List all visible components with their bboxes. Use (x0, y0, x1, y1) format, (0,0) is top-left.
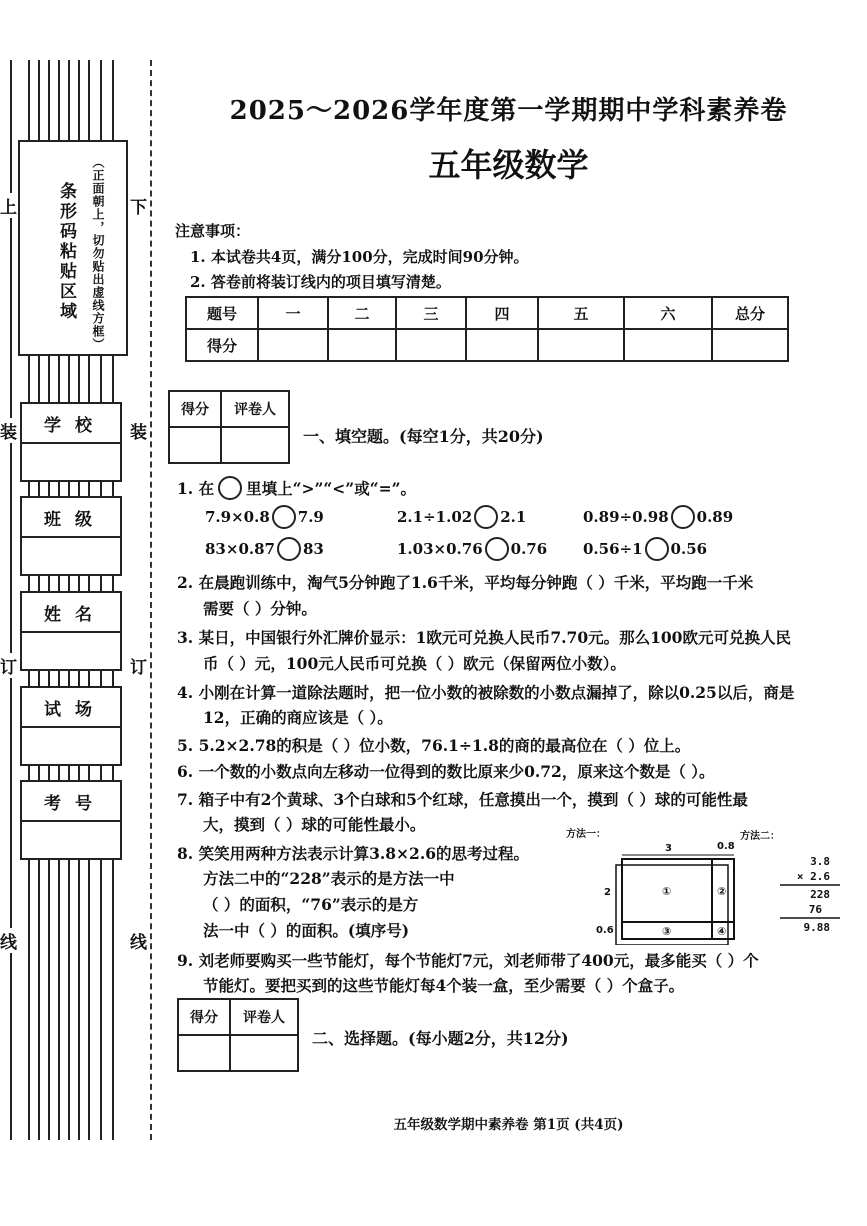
binding-line (10, 60, 12, 1140)
answer-circle[interactable] (272, 505, 296, 529)
question-1 (177, 476, 416, 500)
question-2: 2. 在晨跑训练中，淘气5分钟跑了1.6千米，平均每分钟跑（ ）千米，平均跑一千米 (177, 573, 754, 592)
region-3: ③ (662, 925, 672, 938)
side-char: 装 (0, 418, 17, 443)
table-header: 一 (258, 297, 328, 329)
table-header: 三 (396, 297, 466, 329)
table-header: 六 (624, 297, 712, 329)
compare-right: 7.9 (297, 508, 324, 526)
compare-item (205, 505, 324, 529)
compare-left: 1.03×0.76 (397, 540, 483, 558)
region-1: ① (662, 885, 672, 898)
method2-label: 方法二： (740, 831, 780, 842)
question-8-line: 法一中（ ）的面积。(填序号) (203, 921, 410, 940)
question-6: 6. 一个数的小数点向左移动一位得到的数比原来少0.72，原来这个数是（ ）。 (177, 762, 715, 781)
question-8-line: （ ）的面积，“76”表示的是方 (203, 895, 419, 914)
region-4: ④ (717, 925, 727, 938)
compare-left: 0.56÷1 (583, 540, 643, 558)
answer-circle[interactable] (277, 537, 301, 561)
q1-prefix: 1. 在 (177, 479, 215, 498)
table-header: 四 (466, 297, 538, 329)
score-table (185, 296, 789, 362)
field-label: 班级 (22, 498, 120, 538)
question-7: 7. 箱子中有2个黄球、3个白球和5个红球，任意摸出一个，摸到（ ）球的可能性最 (177, 790, 748, 809)
table-header: 总分 (712, 297, 788, 329)
compare-left: 0.89÷0.98 (583, 508, 669, 526)
side-char: 下 (130, 193, 147, 218)
compare-left: 83×0.87 (205, 540, 275, 558)
side-char: 装 (130, 418, 147, 443)
field-label: 学校 (22, 404, 120, 444)
answer-circle[interactable] (474, 505, 498, 529)
question-8-line: 方法二中的“228”表示的是方法一中 (203, 869, 455, 888)
answer-circle[interactable] (485, 537, 509, 561)
compare-right: 0.76 (510, 540, 548, 558)
question-7-cont: 大，摸到（ ）球的可能性最小。 (203, 815, 426, 834)
exam-room-field[interactable] (20, 686, 122, 766)
side-char: 订 (130, 653, 147, 678)
compare-item (583, 505, 733, 529)
question-9: 9. 刘老师要购买一些节能灯，每个节能灯7元，刘老师带了400元，最多能买（ ）个 (177, 951, 759, 970)
q1-suffix: 里填上“>”“<”或“=”。 (246, 479, 417, 498)
q8-figure (560, 825, 860, 945)
field-label: 试场 (22, 688, 120, 728)
answer-circle[interactable] (645, 537, 669, 561)
score-cell[interactable] (396, 329, 466, 361)
note-item: 1. 本试卷共4页，满分100分，完成时间90分钟。 (190, 248, 529, 266)
question-3: 3. 某日，中国银行外汇牌价显示：1欧元可兑换人民币7.70元。那么100欧元可兑换人民 (177, 628, 791, 647)
question-8: 8. 笑笑用两种方法表示计算3.8×2.6的思考过程。 (177, 844, 529, 863)
compare-item (397, 537, 547, 561)
dim-left-b: 0.6 (596, 925, 614, 936)
grader-score-label: 得分 (178, 999, 230, 1035)
table-row (186, 329, 788, 361)
calc-line: 76 (808, 903, 822, 916)
dim-top-b: 0.8 (717, 841, 735, 852)
field-label: 考号 (22, 782, 120, 822)
grader-score-cell[interactable] (178, 1035, 230, 1071)
circle-icon (218, 476, 242, 500)
score-cell[interactable] (466, 329, 538, 361)
compare-item (205, 537, 324, 561)
question-5: 5. 5.2×2.78的积是（ ）位小数，76.1÷1.8的商的最高位在（ ）位上。 (177, 736, 691, 755)
page-footer: 五年级数学期中素养卷 第1页 (共4页) (393, 1117, 624, 1133)
score-cell[interactable] (538, 329, 624, 361)
side-char: 订 (0, 653, 17, 678)
compare-right: 83 (302, 540, 324, 558)
method1-label: 方法一： (566, 829, 606, 840)
grader-reviewer-label: 评卷人 (230, 999, 298, 1035)
grader-reviewer-cell[interactable] (230, 1035, 298, 1071)
question-4: 4. 小刚在计算一道除法题时，把一位小数的被除数的小数点漏掉了，除以0.25以后，商是 (177, 683, 795, 702)
compare-item (397, 505, 526, 529)
exam-number-field[interactable] (20, 780, 122, 860)
question-2-cont: 需要（ ）分钟。 (203, 599, 317, 618)
notes-heading: 注意事项： (175, 222, 251, 240)
table-header: 题号 (186, 297, 258, 329)
calc-line: 9.88 (803, 921, 830, 934)
score-cell[interactable] (712, 329, 788, 361)
compare-right: 0.56 (670, 540, 708, 558)
grader-reviewer-cell[interactable] (221, 427, 289, 463)
compare-right: 2.1 (500, 508, 527, 526)
barcode-note: （正面朝上，切勿贴出虚线方框） (91, 156, 105, 351)
grader-reviewer-label: 评卷人 (221, 391, 289, 427)
section1-title: 一、填空题。(每空1分，共20分) (303, 427, 544, 446)
score-cell[interactable] (624, 329, 712, 361)
cut-line (150, 60, 153, 1140)
row-label: 得分 (186, 329, 258, 361)
score-cell[interactable] (328, 329, 396, 361)
question-3-cont: 币（ ）元，100元人民币可兑换（ ）欧元（保留两位小数）。 (203, 654, 626, 673)
region-2: ② (717, 885, 727, 898)
side-char: 线 (130, 928, 147, 953)
grader-score-cell[interactable] (169, 427, 221, 463)
name-field[interactable] (20, 591, 122, 671)
dim-top-a: 3 (665, 843, 672, 854)
calc-line: 3.8 (810, 855, 830, 868)
exam-subtitle: 五年级数学 (428, 146, 589, 184)
exam-title: 2025～2026学年度第一学期期中学科素养卷 (229, 96, 788, 126)
score-cell[interactable] (258, 329, 328, 361)
dim-left-a: 2 (604, 887, 611, 898)
table-header: 五 (538, 297, 624, 329)
table-header: 二 (328, 297, 396, 329)
calc-line: 228 (810, 888, 830, 901)
class-field[interactable] (20, 496, 122, 576)
compare-item (583, 537, 707, 561)
field-label: 姓名 (22, 593, 120, 633)
compare-right: 0.89 (696, 508, 734, 526)
barcode-label: 条形码粘贴区域 (56, 182, 76, 322)
question-4-cont: 12，正确的商应该是（ ）。 (203, 708, 393, 727)
section2-title: 二、选择题。(每小题2分，共12分) (312, 1029, 569, 1048)
grader-box (168, 390, 290, 464)
grader-score-label: 得分 (169, 391, 221, 427)
question-9-cont: 节能灯。要把买到的这些节能灯每4个装一盒，至少需要（ ）个盒子。 (203, 976, 685, 995)
calc-line: × 2.6 (796, 870, 830, 883)
compare-left: 2.1÷1.02 (397, 508, 473, 526)
side-char: 上 (0, 193, 17, 218)
answer-circle[interactable] (671, 505, 695, 529)
side-char: 线 (0, 928, 17, 953)
grader-box (177, 998, 299, 1072)
school-field[interactable] (20, 402, 122, 482)
compare-left: 7.9×0.8 (205, 508, 270, 526)
note-item: 2. 答卷前将装订线内的项目填写清楚。 (190, 273, 451, 291)
table-row (186, 297, 788, 329)
